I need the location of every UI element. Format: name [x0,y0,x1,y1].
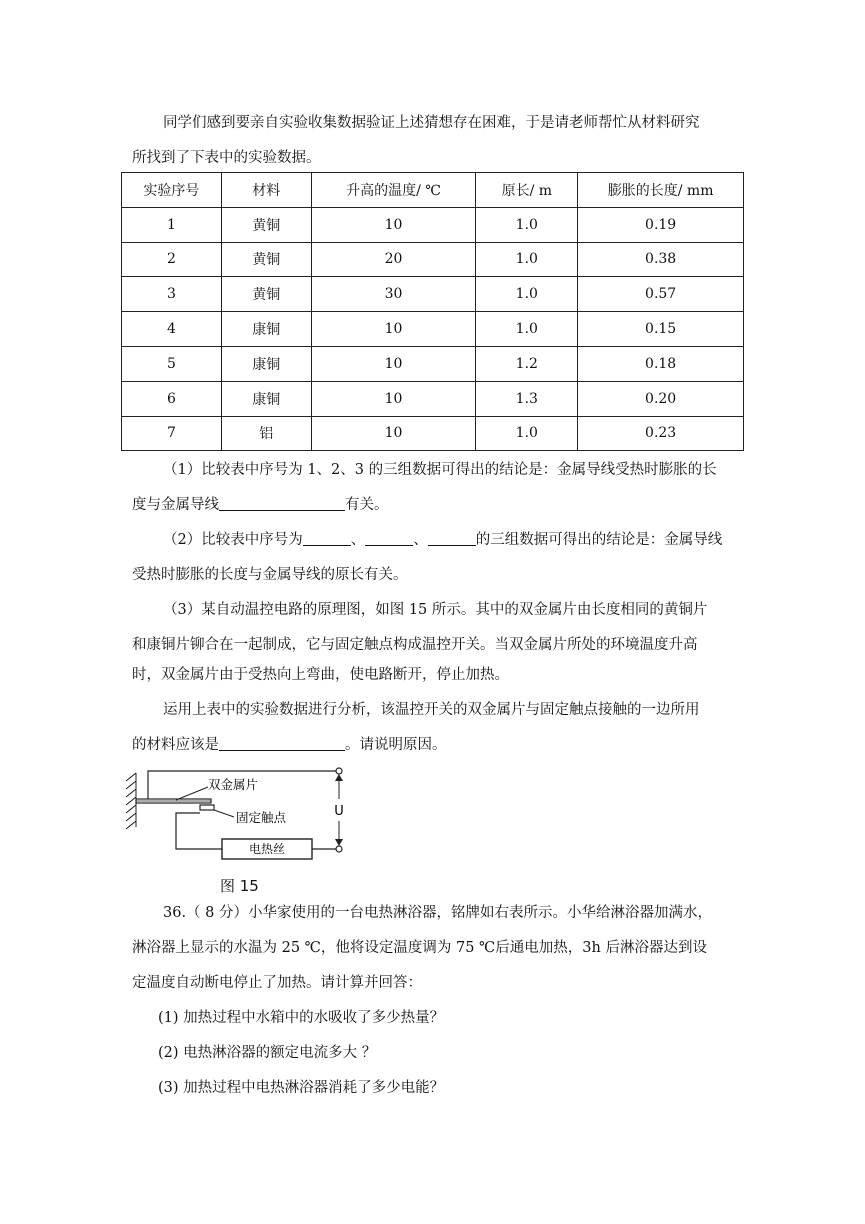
figure-caption: 图 15 [220,877,259,895]
table-header-cell: 实验序号 [122,173,222,208]
table-row [122,277,744,312]
q36-line-3: 定温度自动断电停止了加热。请计算并回答： [132,975,422,991]
terminal-top [336,768,342,774]
heater-label: 电热丝 [248,842,286,856]
table-cell: 20 [311,242,476,277]
table-row [122,242,744,277]
table-cell: 10 [311,346,476,381]
table-cell: 0.19 [578,207,744,242]
voltage-arrow-up-icon [335,774,343,781]
table-cell: 5 [122,346,222,381]
fixed-contact-label: 固定触点 [236,810,287,825]
table-cell: 0.18 [578,346,744,381]
table-cell: 4 [122,312,222,347]
table-cell: 康铜 [221,346,311,381]
answer-blank[interactable] [219,735,345,751]
table-cell: 0.15 [578,312,744,347]
q3-line-5 [132,735,447,755]
table-header-cell: 膨胀的长度/ mm [578,173,744,208]
terminal-bottom [336,846,342,852]
table-header-row [122,173,744,208]
fixed-contact [200,805,214,810]
answer-blank[interactable] [365,530,413,546]
table-header-cell: 升高的温度/ ℃ [311,173,476,208]
table-cell: 6 [122,381,222,416]
table-cell: 0.57 [578,277,744,312]
table-cell: 3 [122,277,222,312]
table-cell: 1.0 [476,277,578,312]
intro-line-1: 同学们感到要亲自实验收集数据验证上述猜想存在困难，于是请老师帮忙从材料研究 [163,115,700,131]
q3-line-2: 和康铜片铆合在一起制成，它与固定触点构成温控开关。当双金属片所处的环境温度升高 [132,637,698,653]
table-cell: 1 [122,207,222,242]
table-cell: 黄铜 [221,207,311,242]
q1-line-1: （1）比较表中序号为 1、2、3 的三组数据可得出的结论是：金属导线受热时膨胀的长 [163,462,717,478]
table-row [122,416,744,451]
q3-line-3: 时，双金属片由于受热向上弯曲，使电路断开，停止加热。 [132,667,509,683]
q2-separator: 、 [350,532,366,548]
voltage-arrow-down-icon [335,839,343,846]
table-row [122,312,744,347]
answer-blank[interactable] [428,530,476,546]
q36-sub-question-3: (3) 加热过程中电热淋浴器消耗了多少电能？ [158,1080,445,1096]
voltage-label: U [334,804,344,819]
table-cell: 1.0 [476,312,578,347]
table-cell: 铝 [221,416,311,451]
experiment-data-table [121,172,744,451]
q36-sub-question-1: (1) 加热过程中水箱中的水吸收了多少热量？ [158,1010,445,1026]
table-cell: 10 [311,207,476,242]
q1-line-2 [132,495,389,515]
table-cell: 1.0 [476,242,578,277]
table-cell: 10 [311,312,476,347]
table-cell: 0.38 [578,242,744,277]
q3-line-4: 运用上表中的实验数据进行分析，该温控开关的双金属片与固定触点接触的一边所用 [163,702,700,718]
q2-separator: 、 [413,532,428,548]
thermostat-circuit-diagram [124,763,354,868]
q2-text-before: （2）比较表中序号为 [163,532,303,548]
table-cell: 黄铜 [221,242,311,277]
table-cell: 2 [122,242,222,277]
table-header-cell: 材料 [221,173,311,208]
table-cell: 1.2 [476,346,578,381]
q36-sub-question-2: (2) 电热淋浴器的额定电流多大 ？ [158,1045,377,1061]
table-row [122,207,744,242]
q1-text-before: 度与金属导线 [132,497,219,513]
q3-line-1: （3）某自动温控电路的原理图，如图 15 所示。其中的双金属片由长度相同的黄铜片 [163,602,708,618]
q36-line-1: 36.（ 8 分）小华家使用的一台电热淋浴器，铭牌如右表所示。小华给淋浴器加满水， [163,905,713,921]
table-cell: 0.20 [578,381,744,416]
q2-line-2: 受热时膨胀的长度与金属导线的原长有关。 [132,567,408,583]
answer-blank[interactable] [219,495,345,511]
q2-line-1 [163,530,722,550]
table-row [122,381,744,416]
table-cell: 10 [311,416,476,451]
contact-wire [176,813,222,849]
table-header-cell: 原长/ m [476,173,578,208]
table-row [122,346,744,381]
table-cell: 1.0 [476,207,578,242]
table-cell: 7 [122,416,222,451]
q36-line-2: 淋浴器上显示的水温为 25 ℃，他将设定温度调为 75 ℃后通电加热，3h 后淋浴器达到设 [132,940,707,956]
intro-line-2: 所找到了下表中的实验数据。 [132,150,321,166]
fixed-wall [126,773,136,829]
table-cell: 1.0 [476,416,578,451]
q1-text-after: 有关。 [345,497,389,513]
answer-blank[interactable] [303,530,351,546]
table-cell: 黄铜 [221,277,311,312]
table-cell: 10 [311,381,476,416]
table-cell: 0.23 [578,416,744,451]
table-cell: 康铜 [221,312,311,347]
q2-text-after: 的三组数据可得出的结论是：金属导线 [475,532,723,548]
bimetal-label: 双金属片 [208,777,259,792]
table-cell: 康铜 [221,381,311,416]
table-cell: 30 [311,277,476,312]
q3-text-after: 。请说明原因。 [345,737,447,753]
table-cell: 1.3 [476,381,578,416]
q3-text-before: 的材料应该是 [132,737,219,753]
